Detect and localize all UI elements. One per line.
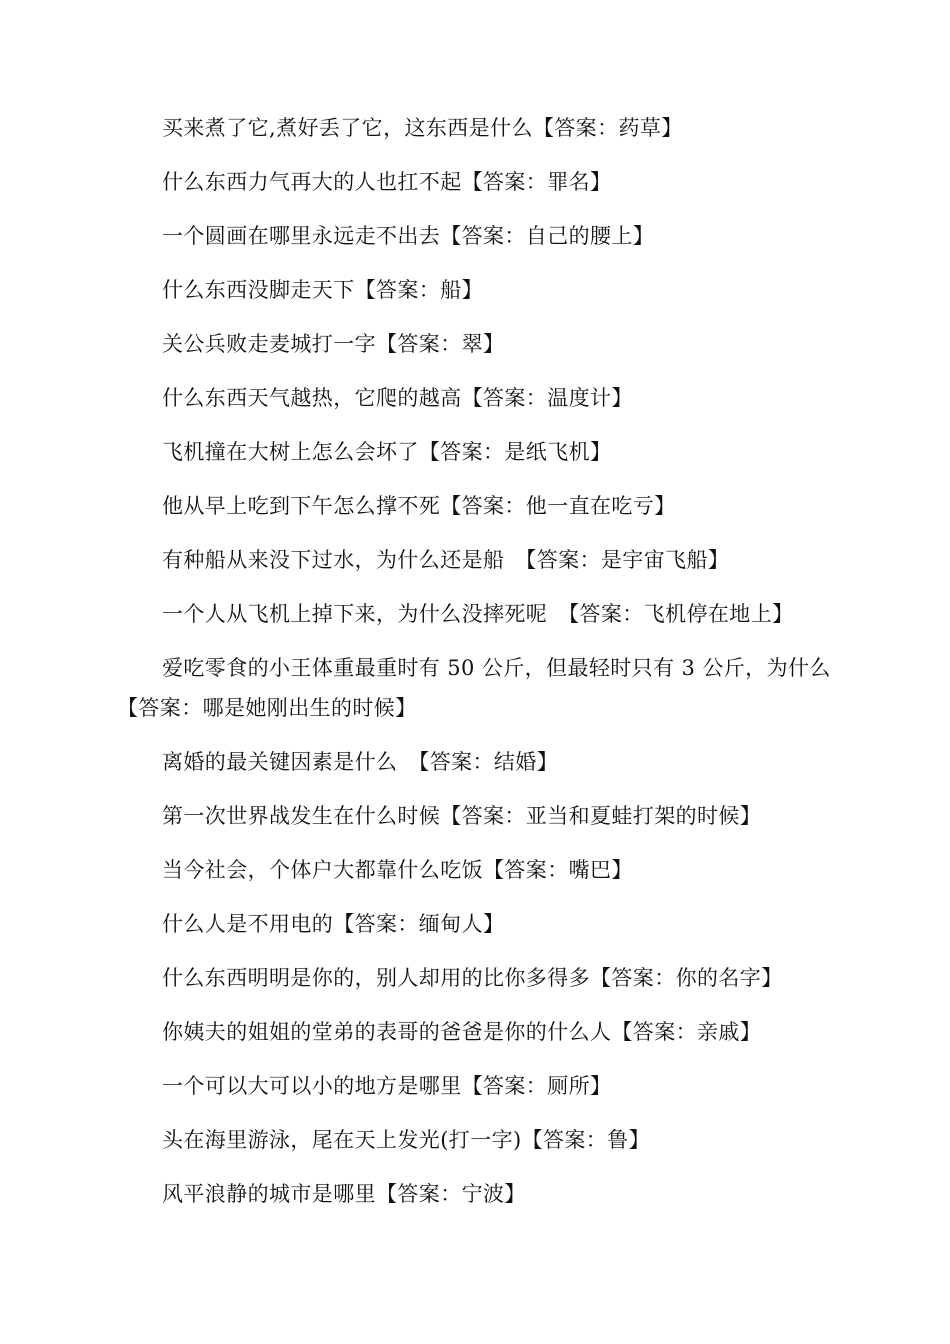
riddle-line: 什么东西明明是你的，别人却用的比你多得多【答案：你的名字】: [162, 966, 783, 990]
riddle-line: 风平浪静的城市是哪里【答案：宁波】: [162, 1182, 526, 1206]
riddle-list: [117, 108, 833, 1228]
riddle-line: 什么东西天气越热，它爬的越高【答案：温度计】: [162, 386, 633, 410]
riddle-line: 什么东西力气再大的人也扛不起【答案：罪名】: [162, 170, 612, 194]
riddle-line: 第一次世界战发生在什么时候【答案：亚当和夏蛙打架的时候】: [162, 804, 762, 828]
riddle-line: 什么人是不用电的【答案：缅甸人】: [162, 912, 505, 936]
riddle-line: 当今社会，个体户大都靠什么吃饭【答案：嘴巴】: [162, 858, 633, 882]
riddle-line: 什么东西没脚走天下【答案：船】: [162, 278, 483, 302]
riddle-line: 爱吃零食的小王体重最重时有 50 公斤，但最轻时只有 3 公斤，为什么 【答案：哪是她刚出生的时候】: [117, 656, 831, 720]
riddle-line: 有种船从来没下过水，为什么还是船 【答案：是宇宙飞船】: [162, 548, 730, 572]
riddle-line: 一个可以大可以小的地方是哪里【答案：厕所】: [162, 1074, 612, 1098]
riddle-line: 买来煮了它,煮好丢了它，这东西是什么【答案：药草】: [162, 116, 683, 140]
riddle-line: 一个圆画在哪里永远走不出去【答案：自己的腰上】: [162, 224, 655, 248]
riddle-line: 他从早上吃到下午怎么撑不死【答案：他一直在吃亏】: [162, 494, 676, 518]
riddle-line: 一个人从飞机上掉下来，为什么没摔死呢 【答案：飞机停在地上】: [162, 602, 794, 626]
riddle-line: 你姨夫的姐姐的堂弟的表哥的爸爸是你的什么人【答案：亲戚】: [162, 1020, 762, 1044]
riddle-line: 离婚的最关键因素是什么 【答案：结婚】: [162, 750, 559, 774]
riddle-line: 头在海里游泳，尾在天上发光(打一字)【答案：鲁】: [162, 1128, 650, 1152]
riddle-line: 关公兵败走麦城打一字【答案：翠】: [162, 332, 505, 356]
riddle-line: 飞机撞在大树上怎么会坏了【答案：是纸飞机】: [162, 440, 612, 464]
